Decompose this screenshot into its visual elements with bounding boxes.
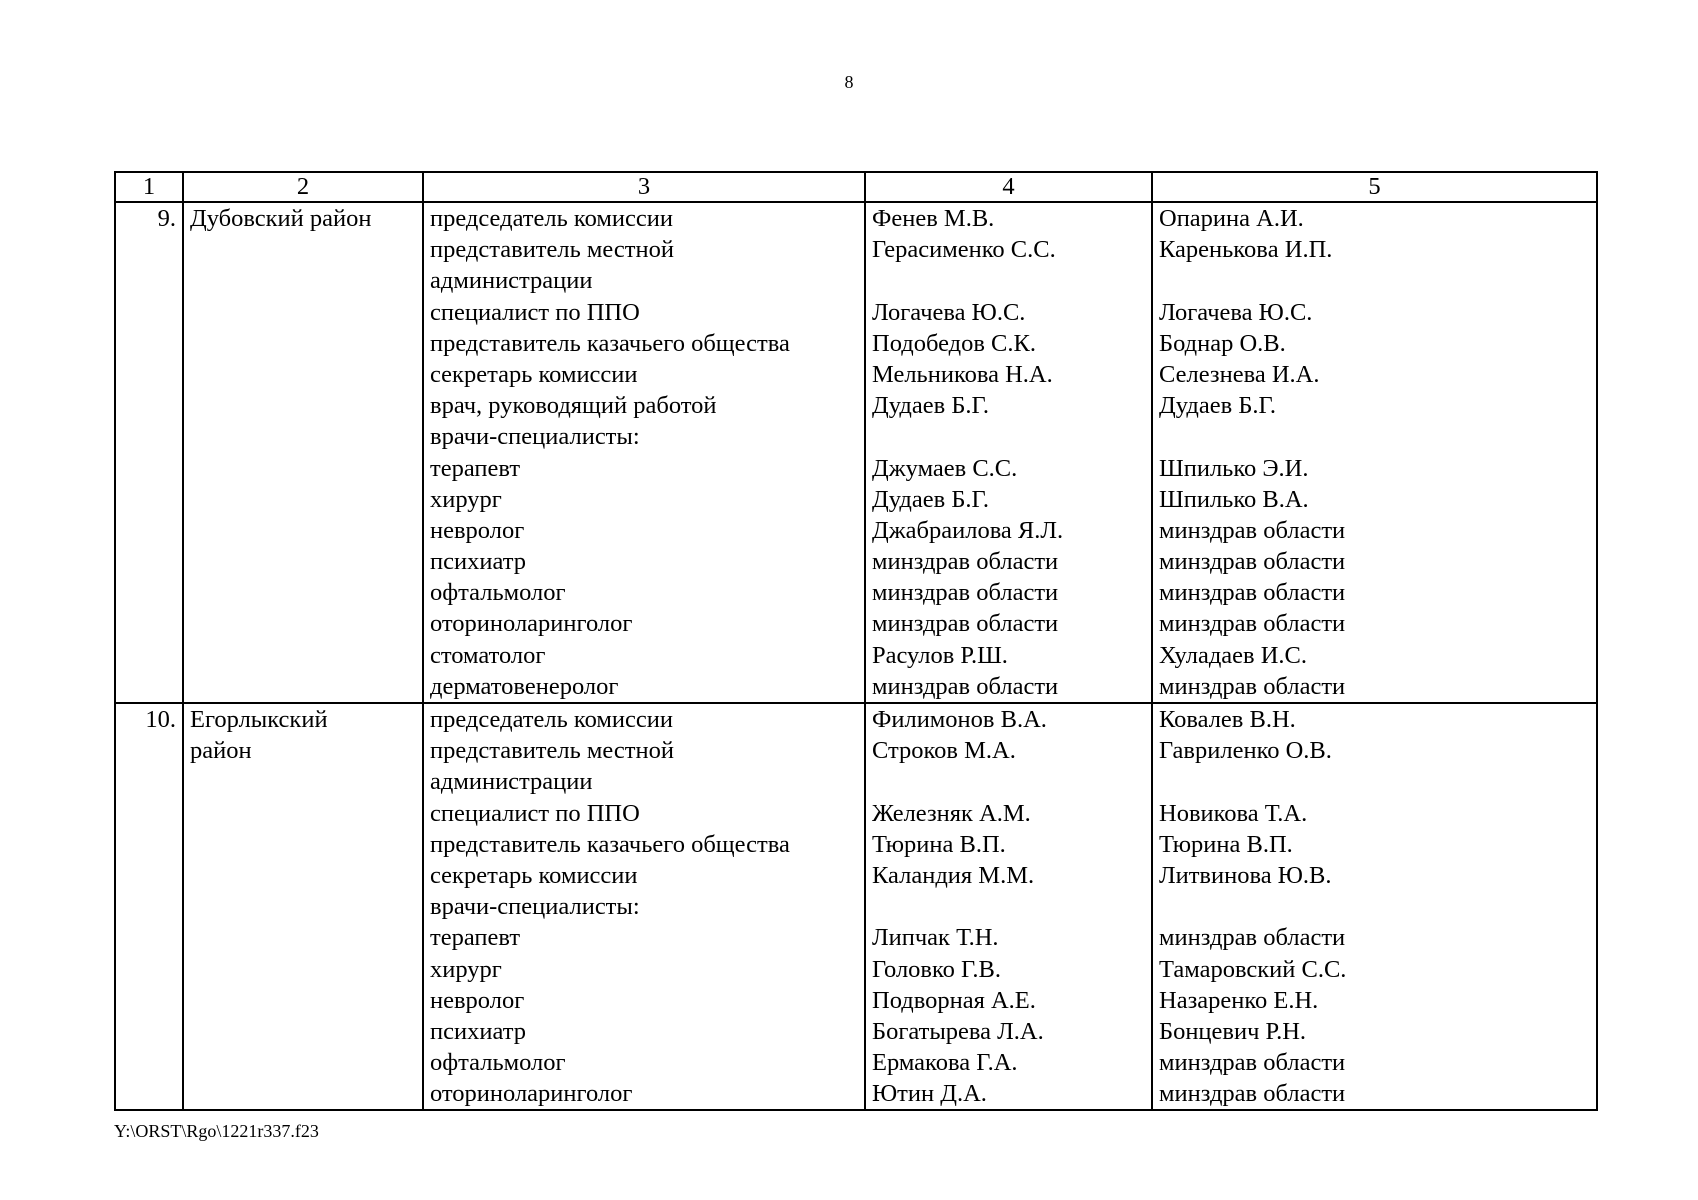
member-name bbox=[872, 891, 1145, 922]
reserve-name: минздрав области bbox=[1159, 1049, 1346, 1077]
reserve-name: Гавриленко О.В. bbox=[1159, 737, 1332, 765]
reserve-name bbox=[1159, 421, 1590, 452]
district-name: Егорлыкский bbox=[190, 706, 328, 733]
role-line: администрации bbox=[430, 768, 593, 796]
page-number: 8 bbox=[844, 72, 854, 92]
member-name: минздрав области bbox=[872, 672, 1059, 700]
reserve-name bbox=[1159, 265, 1590, 296]
member-name: Каландия М.М. bbox=[872, 861, 1035, 889]
table-row bbox=[115, 703, 1597, 1110]
column-header-5: 5 bbox=[1152, 172, 1597, 202]
member-name: Мельникова Н.А. bbox=[872, 360, 1053, 388]
table-body bbox=[115, 202, 1597, 1110]
member-name: Дудаев Б.Г. bbox=[872, 392, 990, 420]
member-name: Дудаев Б.Г. bbox=[872, 485, 990, 513]
member-name: Головко Г.В. bbox=[872, 955, 1002, 983]
reserve-name: Кареньковa И.П. bbox=[1159, 236, 1333, 264]
role-line: специалист по ППО bbox=[430, 298, 640, 326]
role-line: офтальмолог bbox=[430, 1049, 566, 1077]
role-line: администрации bbox=[430, 267, 593, 295]
members-cell bbox=[865, 202, 1152, 703]
row-number-text: 10. bbox=[145, 706, 176, 733]
row-number bbox=[115, 703, 183, 1110]
reserve-name bbox=[1159, 766, 1590, 797]
reserve-name: Литвинова Ю.В. bbox=[1159, 861, 1332, 889]
column-header-4: 4 bbox=[865, 172, 1152, 202]
district-cell bbox=[183, 202, 423, 703]
member-name: Подобедов С.К. bbox=[872, 329, 1036, 357]
district-name: район bbox=[190, 737, 252, 765]
member-name: Джумаев С.С. bbox=[872, 454, 1018, 482]
member-name: Железняк А.М. bbox=[872, 799, 1031, 827]
role-line: невролог bbox=[430, 516, 525, 544]
role-line: представитель местной bbox=[430, 737, 674, 765]
roles-cell bbox=[423, 202, 865, 703]
table-row bbox=[115, 202, 1597, 703]
reserve-name: минздрав области bbox=[1159, 610, 1346, 638]
reserve-name: минздрав области bbox=[1159, 1080, 1346, 1108]
member-name: Расулов Р.Ш. bbox=[872, 641, 1008, 669]
footer-file-path: Y:\ORST\Rgo\1221r337.f23 bbox=[114, 1121, 319, 1141]
role-line: терапевт bbox=[430, 454, 521, 482]
district-cell bbox=[183, 703, 423, 1110]
role-line: председатель комиссии bbox=[430, 205, 673, 232]
row-number bbox=[115, 202, 183, 703]
reserve-name: Ковалев В.Н. bbox=[1159, 706, 1296, 733]
roles-cell bbox=[423, 703, 865, 1110]
reserve-name: Шпилько В.А. bbox=[1159, 485, 1309, 513]
reserve-name: Тамаровский С.С. bbox=[1159, 955, 1347, 983]
role-line: терапевт bbox=[430, 924, 521, 952]
role-line: офтальмолог bbox=[430, 579, 566, 607]
reserve-name: Шпилько Э.И. bbox=[1159, 454, 1309, 482]
reserve-name: минздрав области bbox=[1159, 579, 1346, 607]
reserve-name: Новикова Т.А. bbox=[1159, 799, 1308, 827]
role-line: врачи-специалисты: bbox=[430, 893, 640, 921]
reserve-name: Логачева Ю.С. bbox=[1159, 298, 1313, 326]
member-name: Подворная А.Е. bbox=[872, 986, 1036, 1014]
role-line: председатель комиссии bbox=[430, 706, 673, 733]
role-line: психиатр bbox=[430, 548, 526, 576]
role-line: врачи-специалисты: bbox=[430, 423, 640, 451]
reserve-name: минздрав области bbox=[1159, 548, 1346, 576]
member-name: Филимонов В.А. bbox=[872, 706, 1047, 733]
role-line: представитель казачьего общества bbox=[430, 830, 790, 858]
reserve-name: Дудаев Б.Г. bbox=[1159, 392, 1277, 420]
role-line: хирург bbox=[430, 485, 502, 513]
reserve-name: Тюрина В.П. bbox=[1159, 830, 1293, 858]
reserve-name: Селезнева И.А. bbox=[1159, 360, 1320, 388]
reserve-name: минздрав области bbox=[1159, 672, 1346, 700]
reserve-name bbox=[1159, 891, 1590, 922]
role-line: стоматолог bbox=[430, 641, 546, 669]
member-name: Джабраилова Я.Л. bbox=[872, 516, 1064, 544]
role-line: представитель местной bbox=[430, 236, 674, 264]
member-name: Липчак Т.Н. bbox=[872, 924, 999, 952]
member-name: Фенев М.В. bbox=[872, 205, 995, 232]
district-name: Дубовский район bbox=[190, 205, 372, 232]
role-line: оториноларинголог bbox=[430, 610, 633, 638]
column-header-1: 1 bbox=[115, 172, 183, 202]
reserves-cell bbox=[1152, 703, 1597, 1110]
column-header-3: 3 bbox=[423, 172, 865, 202]
member-name: минздрав области bbox=[872, 579, 1059, 607]
commission-table bbox=[114, 171, 1598, 1111]
member-name: Ютин Д.А. bbox=[872, 1080, 987, 1108]
member-name bbox=[872, 421, 1145, 452]
header-row bbox=[115, 172, 1597, 202]
role-line: дерматовенеролог bbox=[430, 672, 619, 700]
reserve-name: Хуладаев И.С. bbox=[1159, 641, 1308, 669]
role-line: невролог bbox=[430, 986, 525, 1014]
member-name: Богатырева Л.А. bbox=[872, 1017, 1044, 1045]
member-name bbox=[872, 766, 1145, 797]
role-line: врач, руководящий работой bbox=[430, 392, 717, 420]
reserve-name: Опарина А.И. bbox=[1159, 205, 1304, 232]
member-name: Герасименко С.С. bbox=[872, 236, 1056, 264]
member-name: Строков М.А. bbox=[872, 737, 1016, 765]
role-line: секретарь комиссии bbox=[430, 861, 638, 889]
member-name: Тюрина В.П. bbox=[872, 830, 1006, 858]
role-line: представитель казачьего общества bbox=[430, 329, 790, 357]
members-cell bbox=[865, 703, 1152, 1110]
column-header-2: 2 bbox=[183, 172, 423, 202]
member-name: минздрав области bbox=[872, 610, 1059, 638]
reserve-name: Назаренко Е.Н. bbox=[1159, 986, 1319, 1014]
role-line: секретарь комиссии bbox=[430, 360, 638, 388]
member-name bbox=[872, 265, 1145, 296]
reserve-name: Боднар О.В. bbox=[1159, 329, 1286, 357]
role-line: хирург bbox=[430, 955, 502, 983]
role-line: специалист по ППО bbox=[430, 799, 640, 827]
reserve-name: минздрав области bbox=[1159, 516, 1346, 544]
reserve-name: минздрав области bbox=[1159, 924, 1346, 952]
role-line: психиатр bbox=[430, 1017, 526, 1045]
member-name: Логачева Ю.С. bbox=[872, 298, 1026, 326]
reserve-name: Бонцевич Р.Н. bbox=[1159, 1017, 1307, 1045]
row-number-text: 9. bbox=[157, 205, 176, 232]
role-line: оториноларинголог bbox=[430, 1080, 633, 1108]
member-name: Ермакова Г.А. bbox=[872, 1049, 1018, 1077]
reserves-cell bbox=[1152, 202, 1597, 703]
member-name: минздрав области bbox=[872, 548, 1059, 576]
